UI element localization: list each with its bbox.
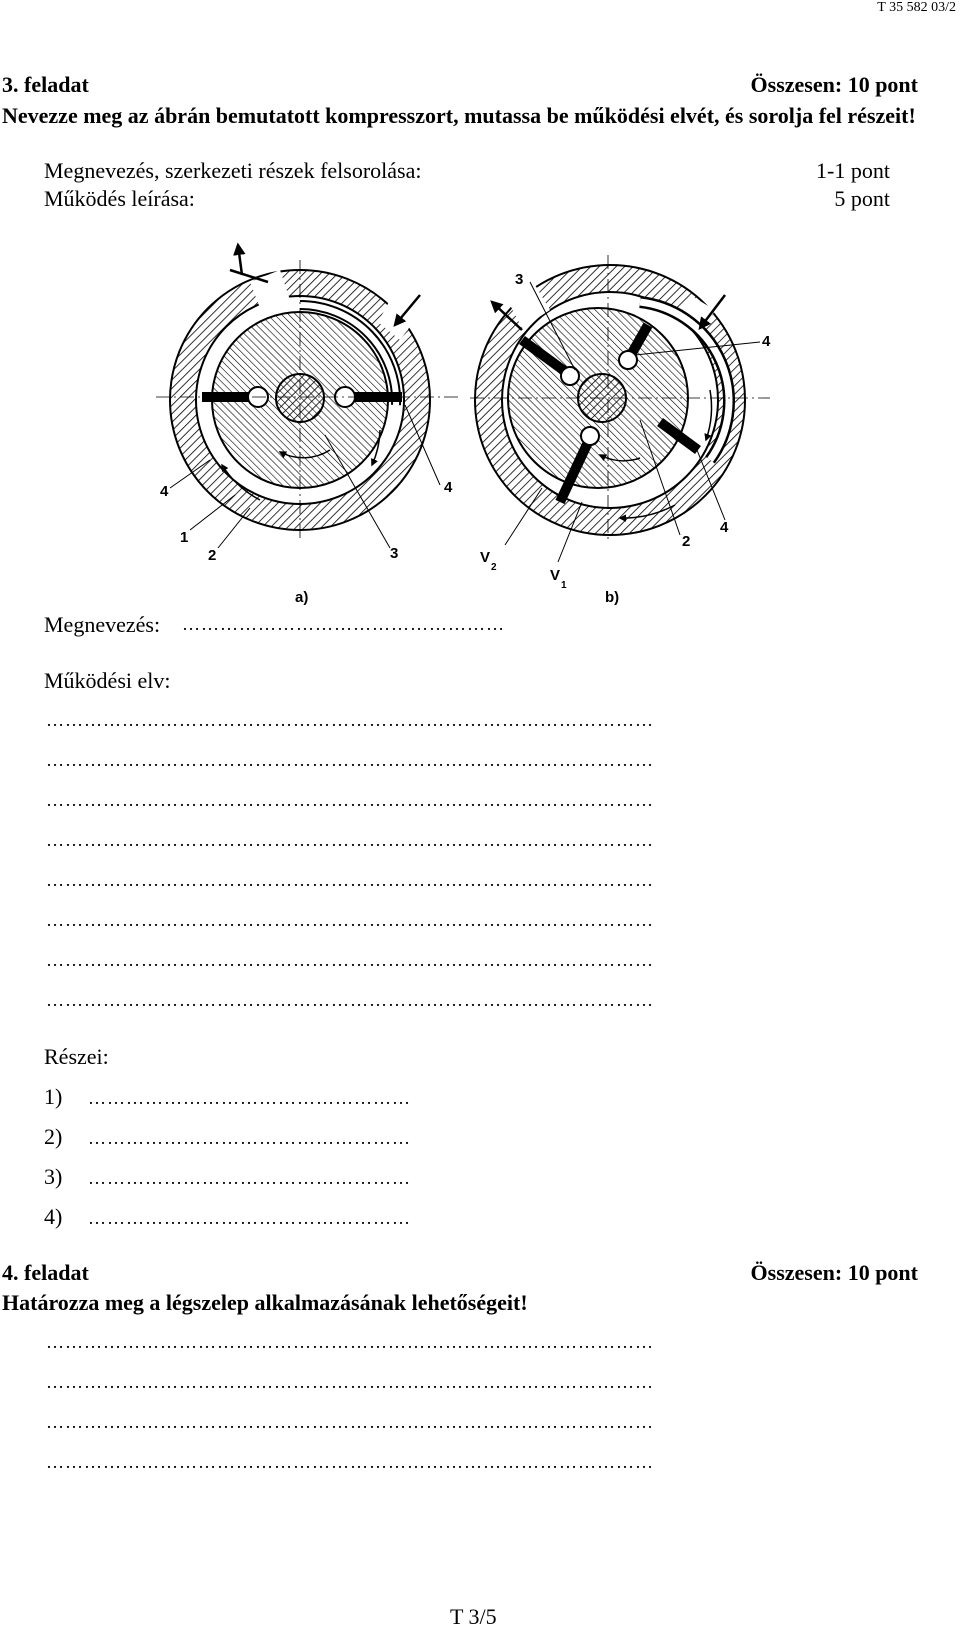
- page-number: T 3/5: [450, 1604, 497, 1629]
- principle-answer-line-4[interactable]: ……………………………………………………………………………………: [46, 830, 654, 850]
- part-answer-line-3[interactable]: ……………………………………………: [88, 1168, 411, 1188]
- figure-label-v1-sub: 1: [561, 580, 567, 591]
- name-label: Megnevezés:: [44, 612, 161, 637]
- part-number-1: 1): [44, 1084, 63, 1109]
- task4-answer-line-2[interactable]: ……………………………………………………………………………………: [46, 1372, 654, 1392]
- figure-label-b-3: 3: [515, 271, 524, 288]
- figure-label-a-1: 1: [180, 529, 189, 546]
- figure-label-b-4-bottom: 4: [720, 519, 729, 536]
- part-answer-line-4[interactable]: ……………………………………………: [88, 1208, 411, 1228]
- figure-label-a-2: 2: [208, 547, 217, 564]
- part-answer-line-1[interactable]: ……………………………………………: [88, 1088, 411, 1108]
- figure-label-b-2: 2: [682, 533, 691, 550]
- figure-label-a-3: 3: [390, 545, 399, 562]
- figure-label-a-4-right: 4: [444, 479, 453, 496]
- document-code: T 35 582 03/2: [877, 0, 956, 15]
- task4-prompt: Határozza meg a légszelep alkalmazásának lehetőségeit!: [2, 1290, 528, 1315]
- task4-answer-line-4[interactable]: ……………………………………………………………………………………: [46, 1452, 654, 1472]
- task4-answer-line-3[interactable]: ……………………………………………………………………………………: [46, 1412, 654, 1432]
- figure-label-v2: V: [480, 549, 491, 566]
- principle-answer-line-7[interactable]: ……………………………………………………………………………………: [46, 950, 654, 970]
- scoring-points-1: 1-1 pont: [816, 158, 890, 183]
- task3-title: 3. feladat: [2, 72, 89, 97]
- scoring-points-2: 5 pont: [834, 186, 890, 211]
- part-number-3: 3): [44, 1164, 63, 1189]
- principle-answer-line-2[interactable]: ……………………………………………………………………………………: [46, 750, 654, 770]
- figure-label-v2-sub: 2: [491, 562, 497, 573]
- part-number-4: 4): [44, 1204, 63, 1229]
- figure-label-a-4-left: 4: [160, 483, 169, 500]
- part-answer-line-2[interactable]: ……………………………………………: [88, 1128, 411, 1148]
- panel-a-label: a): [295, 589, 309, 606]
- task4-total: Összesen: 10 pont: [750, 1260, 918, 1285]
- task3-total: Összesen: 10 pont: [750, 72, 918, 97]
- principle-answer-line-8[interactable]: ……………………………………………………………………………………: [46, 990, 654, 1010]
- compressor-diagram-b: [470, 255, 771, 606]
- task4-title: 4. feladat: [2, 1260, 89, 1285]
- parts-label: Részei:: [44, 1044, 109, 1069]
- principle-label: Működési elv:: [44, 668, 171, 693]
- figure-label-v1: V: [550, 567, 561, 584]
- task4-answer-line-1[interactable]: ……………………………………………………………………………………: [46, 1332, 654, 1352]
- part-number-2: 2): [44, 1124, 63, 1149]
- principle-answer-line-6[interactable]: ……………………………………………………………………………………: [46, 910, 654, 930]
- principle-answer-line-5[interactable]: ……………………………………………………………………………………: [46, 870, 654, 890]
- principle-answer-line-3[interactable]: ……………………………………………………………………………………: [46, 790, 654, 810]
- panel-b-label: b): [605, 589, 620, 606]
- compressor-diagram-a: [156, 245, 460, 606]
- task3-prompt: Nevezze meg az ábrán bemutatott kompresszort, mutassa be működési elvét, és sorolja fel részeit!: [2, 103, 916, 128]
- scoring-label-2: Működés leírása:: [44, 186, 195, 211]
- principle-answer-line-1[interactable]: ……………………………………………………………………………………: [46, 710, 654, 730]
- compressor-figure: [150, 240, 810, 640]
- figure-label-b-4-top: 4: [762, 333, 771, 350]
- name-answer-line[interactable]: ……………………………………………: [182, 614, 505, 634]
- scoring-label-1: Megnevezés, szerkezeti részek felsorolása:: [44, 158, 422, 183]
